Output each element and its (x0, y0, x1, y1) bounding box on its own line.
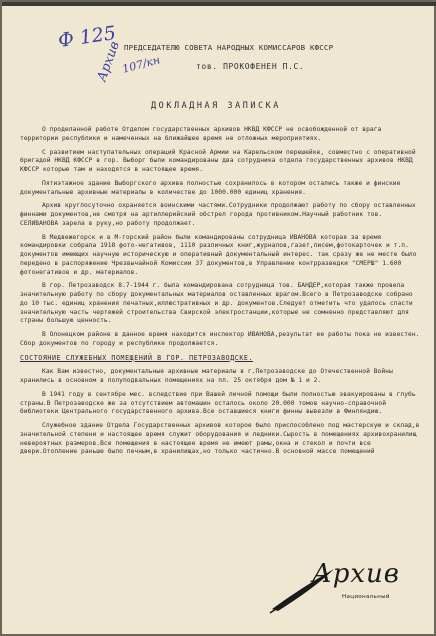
watermark-title: Архив (312, 559, 400, 589)
document-title: ДОКЛАДНАЯ ЗАПИСКА (151, 100, 281, 110)
paragraph: В 1941 году в сентябре мес. вследствие при Вашей личной помощи были полностью эвакуированы в глубь страны.В Петрозаводске же за отсутствием автомашин осталось около 20.000 томов научно-справочной библиотеки Центрального государственного архива.Все оставшиеся книги финны вывезли в Финляндию. (20, 390, 416, 416)
handwritten-note-vertical: Архив (94, 39, 123, 84)
paragraph: В гор. Петрозаводск 8.7-1944 г. была командирована сотрудница тов. БАНДЕР,которая также провела значительную работу по сбору документальных материалов оставленных врагом.Всего в Петрозаводске собрано до 10 тыс. единиц хранения печатных,иллюстративных и др. документов.Следует отметить что удалось спасти значительную часть чертежей строительства Свирской электростанции,которые не сомненно представляют для страны большую ценность. (20, 282, 413, 325)
watermark-subtitle: Национальный (342, 594, 390, 600)
paragraph: Служебное здание Отдела Государственных архивов которое было приспособлено под мастерскую и склад,в значительной степени и настоящее время служит оборудования и ледники.Сырость в помещениях архивохранилищ невероятных размеров.Все помещения в настоящее время не имеют рамы,окна и стекол и почти все двери.Отопление раньше было печным,в хранилищах,но только частично.В основной массе помещений (20, 422, 420, 456)
paragraph: О проделанной работе Отделом государственных архивов НКВД КФССР не освобожденной от врага территории республики и намеченных на ближайшее время не отложных мероприятиях. (20, 126, 382, 142)
paragraph: В Медвежегорск и в М-горский район были командированы сотрудница ИВАНОВА которая за время командировки собрала 1918 фото-негативов, 1110 различных книг,журналов,газет,писем,фотокарточек и т.п. документов имеющих научную историческую и оперативный документальный интерес. так сразу же не месте было передено в распоряжение Чрезвычайной Комиссии 37 документов,в Управление контрразведки "СМЕРШ" 1.600 фотонегативов и др. материалов. (20, 233, 417, 276)
archive-watermark (268, 555, 428, 621)
paragraph: Архив круглосуточно охраняется воинскими частями.Сотрудники продолжают работу по сбору оставленных финнами документов,не смотря на артиллерийский обстрел города противником.Научный работник тов. СЕЛИВАНОВА зарела в руку,но работу продолжает. (20, 202, 416, 227)
addressee-block (124, 43, 424, 72)
document-body (20, 126, 422, 462)
handwritten-note-initials: 107/кн (120, 53, 162, 76)
handwritten-note-number: Ф 125 (56, 22, 118, 52)
section-heading: СОСТОЯНИЕ СЛУЖЕБНЫХ ПОМЕЩЕНИЙ В ГОР. ПЕТРОЗАВОДСКЕ. (20, 353, 254, 362)
addressee-line-2: тов. ПРОКОФЕНЕН П.С. (196, 62, 305, 71)
paragraph: С развитием наступательных операций Красной Армии на Карельском перешейке, совместно с оперативной бригадой НКВД КФССР в гор. Выборг были командированы два сотрудника отдела государственных архивов НКВД КФССР которые там и находятся в настоящее время. (20, 148, 416, 173)
addressee-line-1: ПРЕДСЕДАТЕЛЮ СОВЕТА НАРОДНЫХ КОМИССАРОВ КФССР (124, 43, 334, 52)
page-edge-shadow (2, 2, 436, 6)
paragraph: Пятиэтажное здание Выборгского архива полностью сохранилось в котором остались также и финские документальные архивные материалы в количестве до 1000.000 единиц хранения. (20, 179, 401, 196)
paragraph: В Олонецком районе в данное время находится инспектор ИВАНОВА,результат ее работы пока не известен. Сбор документов по городу и республике продолжается. (20, 331, 420, 347)
paragraph: Как Вам известно, документальные архивные материалы в г.Петрозаводске до Отечественной Войны хранились в основном в полуподвальных помещениях на пл. 25 октября дом № 1 и 2. (20, 368, 393, 384)
